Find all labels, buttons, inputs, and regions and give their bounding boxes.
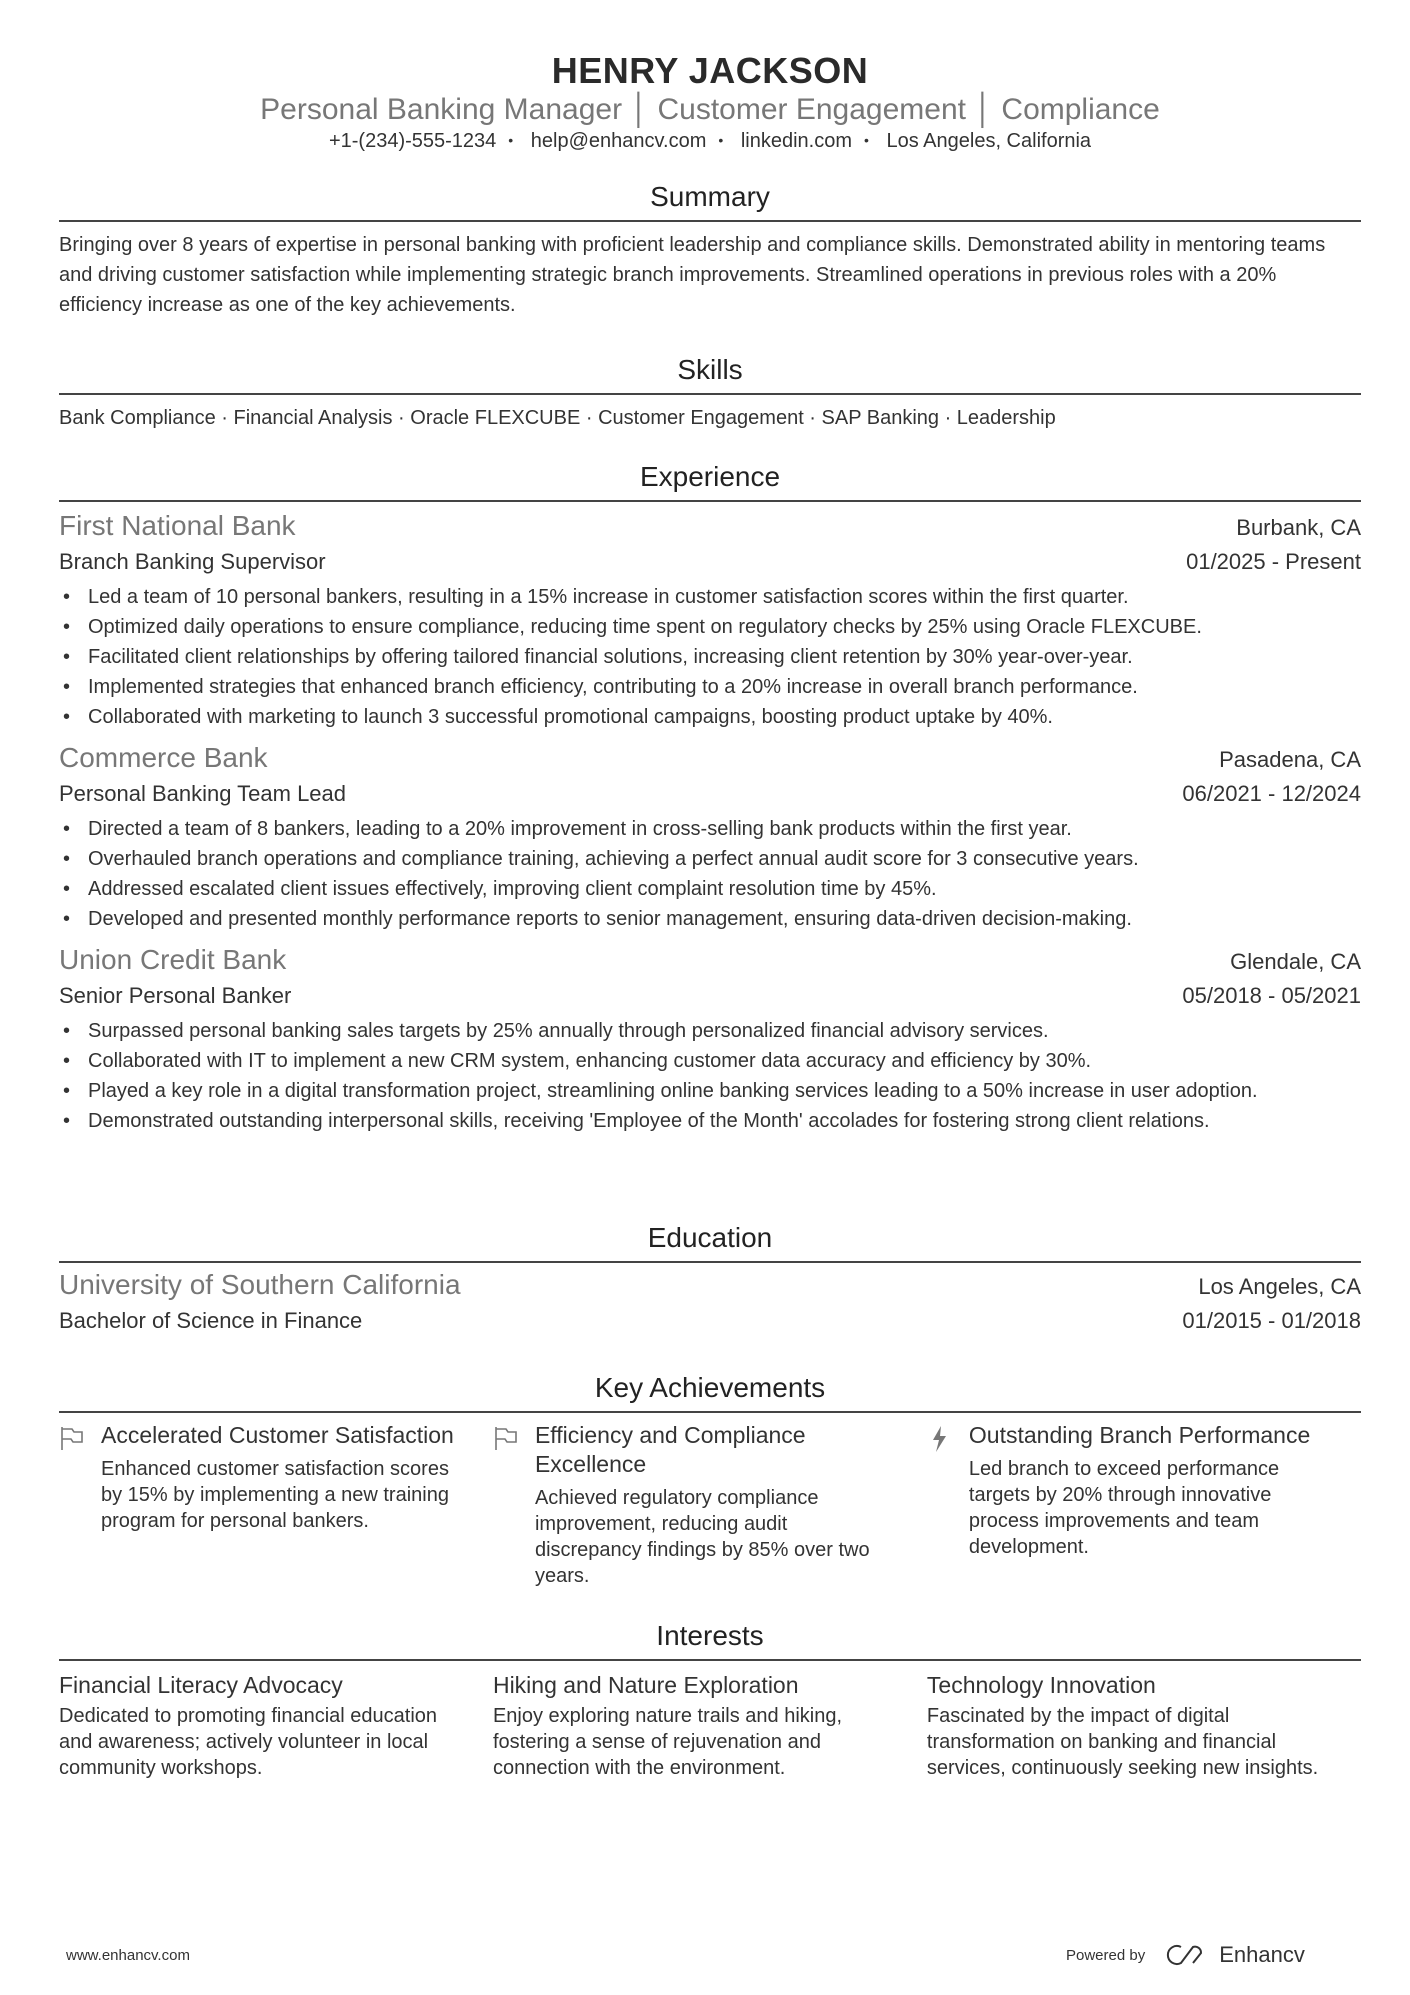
interest-title: Financial Literacy Advocacy: [59, 1672, 343, 1698]
headline: Personal Banking Manager │ Customer Engagement │ Compliance: [260, 93, 1160, 126]
company: Commerce Bank: [59, 742, 268, 773]
powered-by: Powered by: [1066, 1946, 1146, 1964]
achievement-title: Accelerated Customer Satisfaction: [101, 1422, 454, 1448]
job-bullet: • Collaborated with marketing to launch 3 successful promotional campaigns, boosting product uptake by 40%.: [59, 702, 1361, 732]
experience-section: [59, 460, 1361, 1144]
school: University of Southern California: [59, 1269, 461, 1300]
job-title: Senior Personal Banker: [59, 983, 292, 1008]
interest-desc: Enjoy exploring nature trails and hiking, fostering a sense of rejuvenation and connection with the environment.: [492, 1705, 843, 1779]
job-bullet: • Optimized daily operations to ensure compliance, reducing time spent on regulatory checks by 25% using Oracle FLEXCUBE.: [59, 612, 1361, 642]
job-location: Pasadena, CA: [1219, 747, 1361, 772]
achievement-desc: Enhanced customer satisfaction scores by 15% by implementing a new training program for personal bankers.: [101, 1458, 449, 1532]
job-bullet: • Directed a team of 8 bankers, leading to a 20% improvement in cross-selling bank products within the first year.: [59, 814, 1361, 844]
job-bullet: • Addressed escalated client issues effectively, improving client complaint resolution time by 45%.: [59, 874, 1361, 904]
bolt-icon: [927, 1421, 969, 1589]
interest-desc: Fascinated by the impact of digital transformation on banking and financial services, continuously seeking new insights.: [926, 1705, 1319, 1779]
job-entry: [59, 942, 1361, 1136]
section-title: Education: [59, 1221, 1361, 1263]
job-entry: [59, 508, 1361, 732]
school-location: Los Angeles, CA: [1198, 1274, 1361, 1299]
job-dates: 05/2018 - 05/2021: [1182, 983, 1361, 1008]
job-title: Branch Banking Supervisor: [59, 549, 326, 574]
achievements-section: [59, 1371, 1361, 1589]
enhancv-logo-icon: [1163, 1943, 1207, 1967]
footer-branding: [1066, 1942, 1305, 1968]
section-title: Interests: [59, 1619, 1361, 1661]
section-title: Summary: [59, 180, 1361, 222]
achievement-title: Efficiency and Compliance Excellence: [534, 1422, 806, 1477]
job-bullet: • Collaborated with IT to implement a new CRM system, enhancing customer data accuracy and efficiency by 30%.: [59, 1046, 1361, 1076]
achievement-title: Outstanding Branch Performance: [968, 1422, 1311, 1448]
degree: Bachelor of Science in Finance: [59, 1308, 363, 1333]
flag-icon: [493, 1421, 535, 1589]
job-bullet: • Developed and presented monthly performance reports to senior management, ensuring data-driven decision-making.: [59, 904, 1361, 934]
contact-line: +1-(234)-555-1234 • help@enhancv.com • linkedin.com • Los Angeles, California: [328, 130, 1092, 152]
interest-item: [493, 1669, 927, 1781]
interest-title: Hiking and Nature Exploration: [492, 1672, 799, 1698]
email[interactable]: help@enhancv.com: [530, 130, 707, 152]
section-title: Skills: [59, 353, 1361, 395]
interest-title: Technology Innovation: [926, 1672, 1156, 1698]
job-bullet: • Implemented strategies that enhanced branch efficiency, contributing to a 20% increase in overall branch performance.: [59, 672, 1361, 702]
achievement-item: [59, 1421, 493, 1589]
interests-section: [59, 1619, 1361, 1781]
summary-section: [59, 180, 1361, 320]
skills-section: [59, 353, 1361, 433]
job-bullet: • Surpassed personal banking sales targets by 25% annually through personalized financial advisory services.: [59, 1016, 1361, 1046]
section-title: Experience: [59, 460, 1361, 502]
education-section: [59, 1221, 1361, 1337]
summary-text: Bringing over 8 years of expertise in personal banking with proficient leadership and compliance skills. Demonstrated ability in mentoring teams and driving customer satisfaction while implementing strategic branch improvements. Streamlined operations in previous roles with a 20% efficiency increase as one of the key achievements.: [59, 234, 1326, 316]
job-location: Burbank, CA: [1236, 515, 1361, 540]
achievement-item: [927, 1421, 1361, 1589]
job-dates: 01/2025 - Present: [1186, 549, 1361, 574]
interest-item: [59, 1669, 493, 1781]
phone: +1-(234)-555-1234: [328, 130, 497, 152]
footer-website[interactable]: www.enhancv.com: [66, 1947, 190, 1964]
achievement-desc: Led branch to exceed performance targets by 20% through innovative process improvements and team development.: [968, 1458, 1280, 1558]
flag-icon: [59, 1421, 101, 1589]
location: Los Angeles, California: [886, 130, 1092, 152]
job-location: Glendale, CA: [1230, 949, 1361, 974]
education-dates: 01/2015 - 01/2018: [1182, 1308, 1361, 1333]
achievement-desc: Achieved regulatory compliance improvement, reducing audit discrepancy findings by 85% over two years.: [534, 1487, 870, 1587]
interest-desc: Dedicated to promoting financial education and awareness; actively volunteer in local community workshops.: [59, 1705, 438, 1779]
skills-list: Bank Compliance · Financial Analysis · Oracle FLEXCUBE · Customer Engagement · SAP Banking · Leadership: [59, 407, 1056, 429]
job-entry: [59, 740, 1361, 934]
job-bullet: • Demonstrated outstanding interpersonal skills, receiving 'Employee of the Month' accolades for fostering strong client relations.: [59, 1106, 1361, 1136]
job-dates: 06/2021 - 12/2024: [1182, 781, 1361, 806]
job-bullet: • Overhauled branch operations and compliance training, achieving a perfect annual audit score for 3 consecutive years.: [59, 844, 1361, 874]
linkedin[interactable]: linkedin.com: [740, 130, 852, 152]
interest-item: [927, 1669, 1361, 1781]
job-bullet: • Played a key role in a digital transformation project, streamlining online banking services leading to a 50% increase in user adoption.: [59, 1076, 1361, 1106]
job-bullet: • Led a team of 10 personal bankers, resulting in a 15% increase in customer satisfaction scores within the first quarter.: [59, 582, 1361, 612]
section-title: Key Achievements: [59, 1371, 1361, 1413]
candidate-name: HENRY JACKSON: [551, 50, 869, 91]
company: First National Bank: [59, 510, 296, 541]
brand: Enhancv: [1219, 1942, 1305, 1967]
job-title: Personal Banking Team Lead: [59, 781, 347, 806]
job-bullet: • Facilitated client relationships by offering tailored financial solutions, increasing client retention by 30% year-over-year.: [59, 642, 1361, 672]
achievement-item: [493, 1421, 927, 1589]
company: Union Credit Bank: [59, 944, 287, 975]
